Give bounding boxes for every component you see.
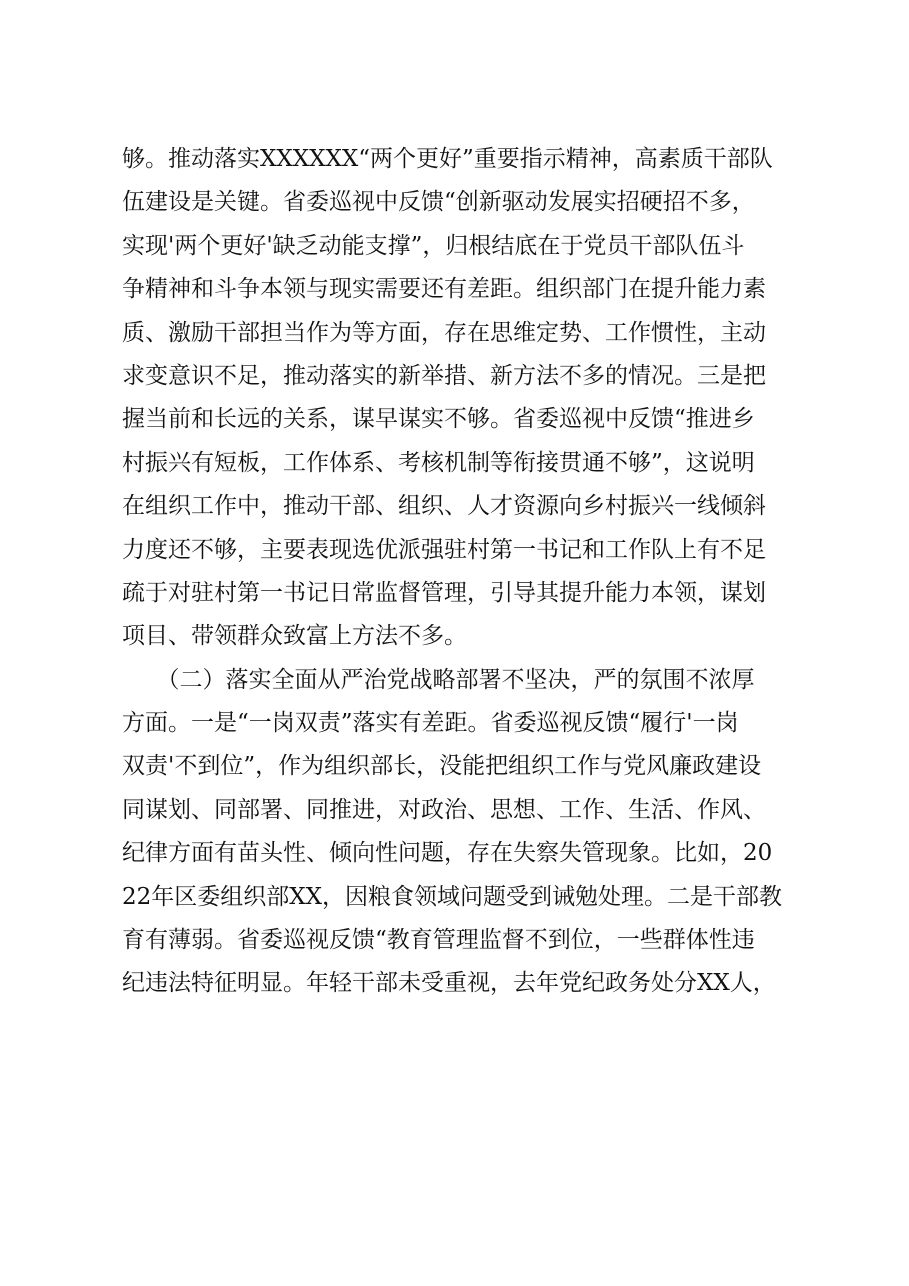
text-line: 质、激励干部担当作为等方面，存在思维定势、工作惯性，主动: [122, 319, 766, 346]
text-line: 握当前和长远的关系，谋早谋实不够。省委巡视中反馈“推进乡: [122, 406, 755, 433]
body-text: [122, 138, 812, 1006]
text-line: 纪律方面有苗头性、倾向性问题，存在失察失管现象。比如，20: [122, 840, 773, 867]
text-line: 项目、带领群众致富上方法不多。: [122, 623, 467, 650]
text-line: 力度还不够，主要表现选优派强驻村第一书记和工作队上有不足: [122, 536, 766, 563]
text-line: 双责'不到位”，作为组织部长，没能把组织工作与党风廉政建设: [122, 753, 762, 780]
text-line: 纪违法特征明显。年轻干部未受重视，去年党纪政务处分XX人，: [122, 970, 776, 997]
text-line: 争精神和斗争本领与现实需要还有差距。组织部门在提升能力素: [122, 276, 766, 303]
text-line: 村振兴有短板，工作体系、考核机制等衔接贯通不够”，这说明: [122, 449, 755, 476]
text-line: 22年区委组织部XX，因粮食领域问题受到诫勉处理。二是干部教: [122, 883, 783, 910]
text-line: 伍建设是关键。省委巡视中反馈“创新驱动发展实招硬招不多，: [122, 189, 755, 216]
text-line: 育有薄弱。省委巡视反馈“教育管理监督不到位，一些群体性违: [122, 927, 755, 954]
text-line: 同谋划、同部署、同推进，对政治、思想、工作、生活、作风、: [122, 796, 766, 823]
text-line: 疏于对驻村第一书记日常监督管理，引导其提升能力本领，谋划: [122, 579, 766, 606]
text-line: 求变意识不足，推动落实的新举措、新方法不多的情况。三是把: [122, 362, 766, 389]
text-line: 方面。一是“一岗双责”落实有差距。省委巡视反馈“履行'一岗: [122, 710, 739, 737]
text-line: 够。推动落实XXXXXX“两个更好”重要指示精神，高素质干部队: [122, 146, 773, 172]
text-line: 在组织工作中，推动干部、组织、人才资源向乡村振兴一线倾斜: [122, 493, 766, 520]
text-line: 实现'两个更好'缺乏动能支撑”，归根结底在于党员干部队伍斗: [122, 232, 745, 259]
section-heading-line: （二）落实全面从严治党战略部署不坚决，严的氛围不浓厚: [122, 666, 755, 693]
